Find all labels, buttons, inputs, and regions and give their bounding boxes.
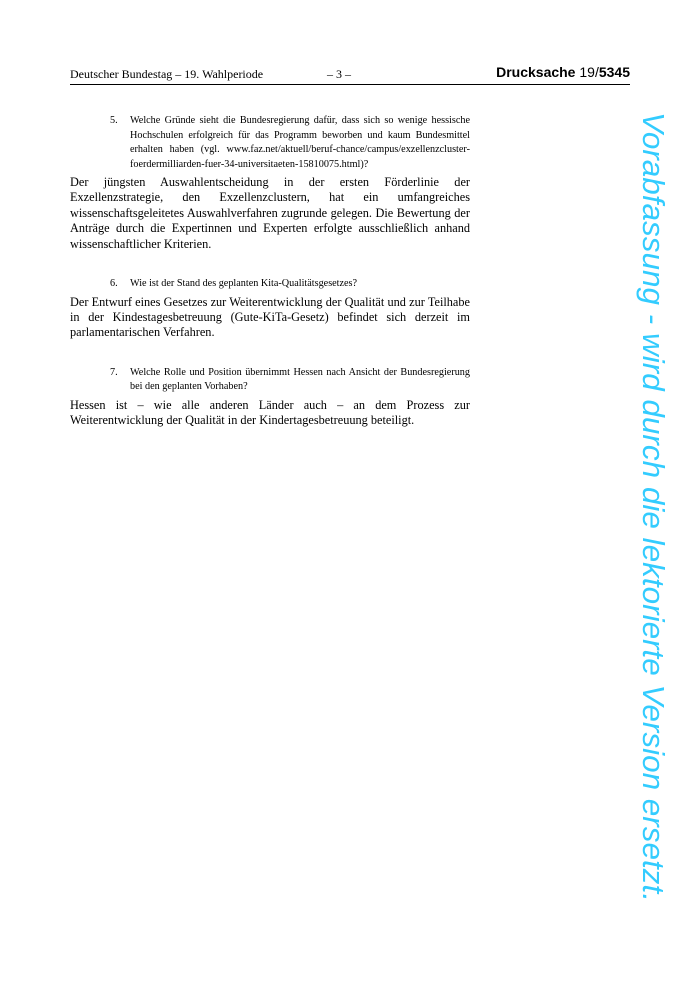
document-number: [496, 64, 630, 80]
question-number: 5.: [110, 115, 118, 126]
question-7: [70, 366, 470, 395]
doc-num-suffix: 5345: [598, 64, 630, 80]
watermark-text: Vorabfassung - wird durch die lektorierte Version ersetzt.: [636, 112, 671, 891]
question-text: Wie ist der Stand des geplanten Kita-Qualitätsgesetzes?: [130, 278, 358, 290]
question-6: [70, 277, 470, 292]
answer-5: Der jüngsten Auswahlentscheidung in der ersten Förderlinie der Exzellenzstrategie, den Exzellenzclustern, hat ein umfangreiches wissenschaftsgeleitetes Auswahlverfahren zugrunde gelegen. Die Bewertung der Anträge durch die Expertinnen und Experten erfolgte ausschließlich anhand wissenschaftlicher Kriterien.: [70, 175, 470, 251]
watermark-svg: [621, 112, 697, 912]
page-header: [70, 66, 630, 85]
draft-watermark: [621, 112, 697, 912]
doc-num-prefix: 19/: [579, 64, 599, 80]
header-publisher: Deutscher Bundestag – 19. Wahlperiode: [70, 67, 264, 81]
answer-7: Hessen ist – wie alle anderen Länder auch – an dem Prozess zur Weiterentwicklung der Qualität in der Kindertagesbetreuung beteiligt.: [70, 397, 470, 428]
question-text: Welche Rolle und Position übernimmt Hessen nach Ansicht der Bundesregierung bei den geplanten Vorhaben?: [130, 366, 470, 393]
page-number: – 3 –: [327, 67, 351, 81]
document-body: [70, 114, 470, 429]
question-number: 7.: [110, 366, 118, 378]
answer-6: Der Entwurf eines Gesetzes zur Weiterentwicklung der Qualität und zur Teilhabe in der Kindestagesbetreuung (Gute-KiTa-Gesetz) befindet sich derzeit im parlamentarischen Verfahren.: [70, 294, 470, 340]
question-number: 6.: [110, 278, 118, 290]
question-text: Welche Gründe sieht die Bundesregierung dafür, dass sich so wenige hessische Hochschulen erfolgreich für das Programm beworben und kaum Bundesmittel erhalten haben (vgl. www.faz.net/aktuell/beruf-chance/campus/exzellenzcluster-foerdermilliarden-fuer-34-universitaeten-15810075.html)?: [130, 115, 470, 170]
question-5: [70, 114, 470, 172]
doc-label: Drucksache: [496, 64, 576, 80]
